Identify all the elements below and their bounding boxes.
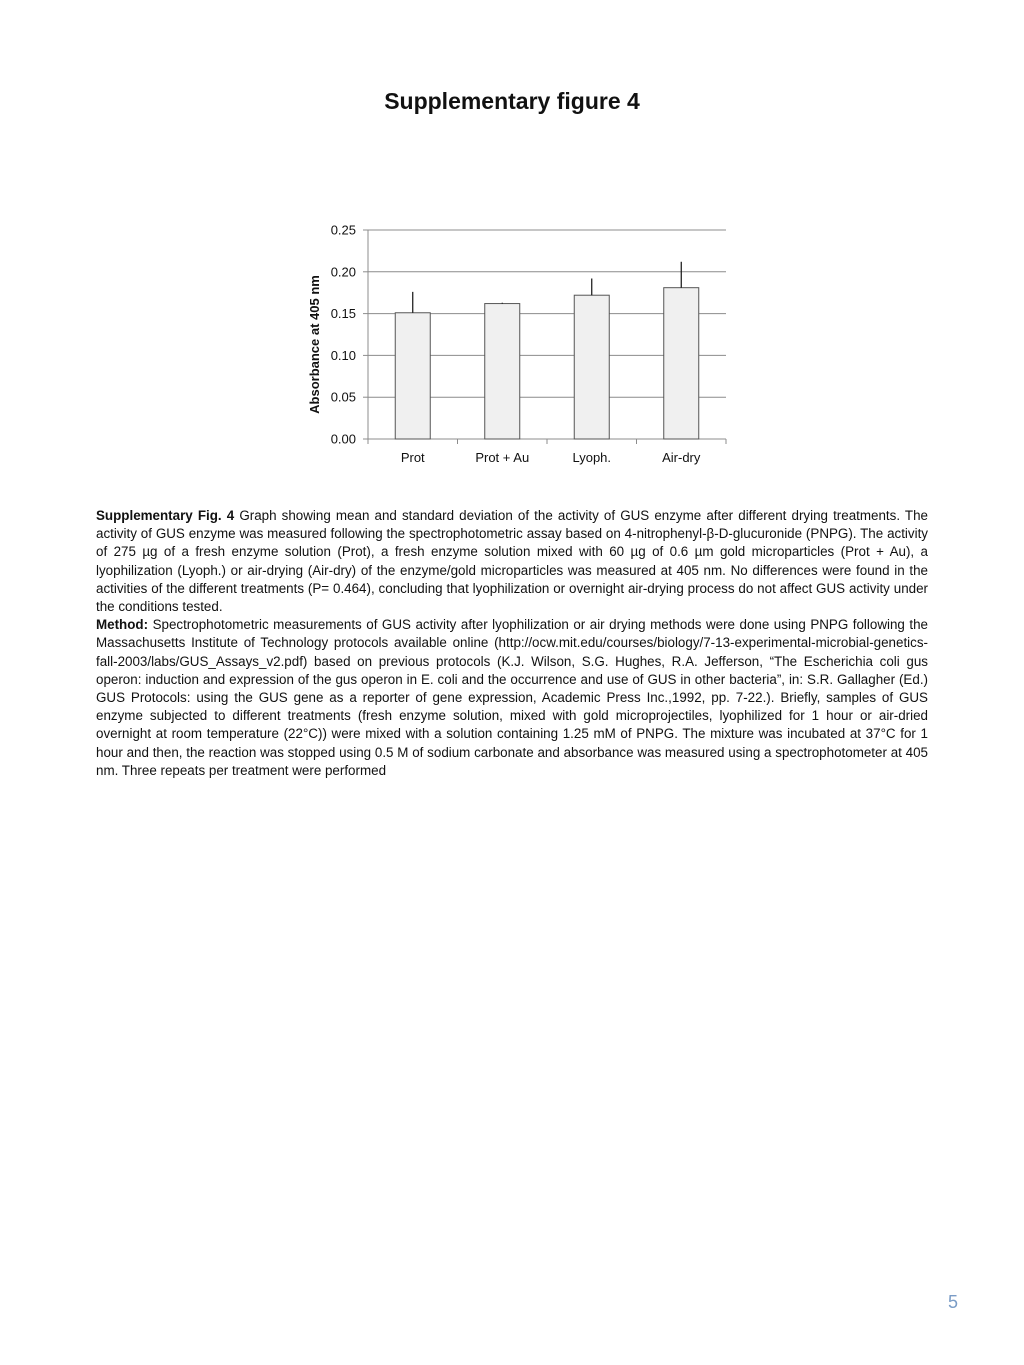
y-tick-label: 0.00 bbox=[330, 431, 356, 447]
bar bbox=[485, 304, 520, 439]
page-title: Supplementary figure 4 bbox=[384, 88, 640, 114]
method-label: Method: bbox=[96, 617, 149, 633]
y-tick-label: 0.15 bbox=[330, 306, 356, 322]
caption-paragraph bbox=[96, 507, 928, 616]
page-number: 5 bbox=[947, 1292, 958, 1312]
caption-figure-label: Supplementary Fig. 4 bbox=[96, 508, 235, 523]
x-tick-label: Prot bbox=[400, 450, 425, 465]
method-text: Spectrophotometric measurements of GUS activity after lyophilization or air drying methods were done using PNPG following the Massachusetts Institute of Technology protocols available online (http://ocw.mit.edu/courses/biology/7-13-experimental-microbial-genetics-fall-2003/labs/GUS_Assays_v2.pdf) based on previous protocols (K.J. Wilson, S.G. Hughes, R.A. Jefferson, “The Escherichia coli gus operon: induction and expression of the gus operon in E. coli and the occurrence and use of GUS in other bacteria”, in: S.R. Gallagher (Ed.) GUS Protocols: using the GUS gene as a reporter of gene expression, Academic Press Inc.,1992, pp. 7-22.). Briefly, samples of GUS enzyme subjected to different treatments (fresh enzyme solution, mixed with gold microprojectiles, lyophilized for 1 hour or air-dried overnight at room temperature (22°C)) were mixed with a solution containing 1.25 mM of PNPG. The mixture was incubated at 37°C for 1 hour and then, the reaction was stopped using 0.5 M of sodium carbonate and absorbance was measured using a spectrophotometer at 405 nm. Three repeats per treatment were performed bbox=[96, 617, 928, 778]
bar bbox=[574, 295, 609, 439]
caption-figure-text: Graph showing mean and standard deviation of the activity of GUS enzyme after different drying treatments. The activity of GUS enzyme was measured following the spectrophotometric assay based on 4-nitrophenyl-β-D-glucuronide (PNPG). The activity of 275 µg of a fresh enzyme solution (Prot), a fresh enzyme solution mixed with 60 µg of 0.6 µm gold microparticles (Prot + Au), a lyophilization (Lyoph.) or air-drying (Air-dry) of the enzyme/gold microparticles was measured at 405 nm. No differences were found in the activities of the different treatments (P= 0.464), concluding that lyophilization or overnight air-drying process do not affect GUS activity under the conditions tested. bbox=[96, 508, 928, 615]
bar-chart bbox=[290, 210, 750, 480]
bar bbox=[395, 313, 430, 439]
bar bbox=[664, 288, 699, 439]
x-tick-label: Lyoph. bbox=[572, 450, 612, 465]
y-axis-label: Absorbance at 405 nm bbox=[307, 275, 322, 414]
y-tick-label: 0.25 bbox=[330, 222, 356, 238]
y-tick-label: 0.20 bbox=[330, 264, 356, 280]
x-tick-label: Prot + Au bbox=[475, 450, 530, 465]
method-paragraph bbox=[96, 616, 928, 780]
y-tick-label: 0.10 bbox=[330, 347, 356, 363]
figure-caption bbox=[96, 507, 928, 780]
y-tick-label: 0.05 bbox=[330, 389, 356, 405]
x-tick-label: Air-dry bbox=[662, 450, 701, 465]
